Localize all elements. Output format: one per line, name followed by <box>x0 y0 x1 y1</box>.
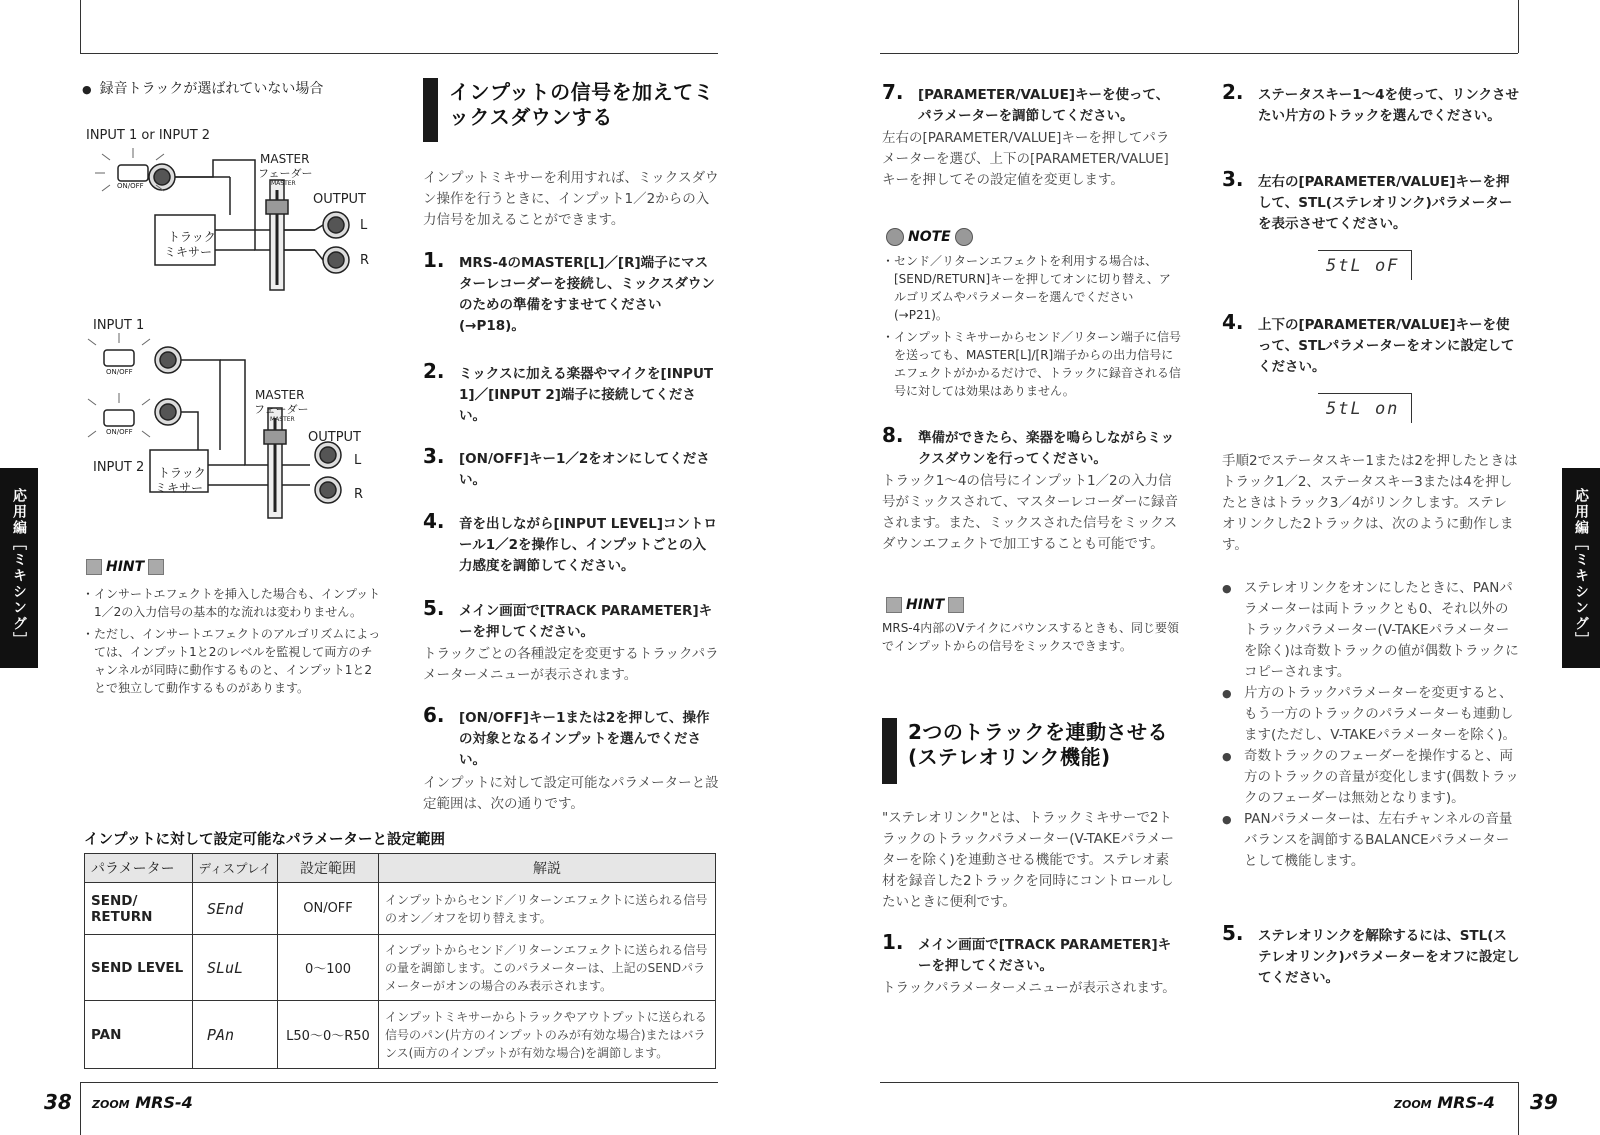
page-number-right: 39 <box>1530 1090 1558 1114</box>
input1-label: INPUT 1 <box>93 318 145 333</box>
param-desc: インプットからセンド／リターンエフェクトに送られる信号のオン／オフを切り替えます。 <box>379 883 716 935</box>
lcd-stl-on: 5tL on <box>1318 393 1412 423</box>
step-r1: 1. メイン画面で[TRACK PARAMETER]キーを押してください。 <box>882 930 1172 974</box>
bottom-frame-right-v <box>1518 1082 1519 1135</box>
note-circle-icon <box>955 228 973 246</box>
onoff-label-1: ON/OFF <box>117 182 144 190</box>
step-r3: 3. 左右の[PARAMETER/VALUE]キーを押して、STL(ステレオリンク)パラメーターを表示させてください。 <box>1222 167 1513 232</box>
hint-label-left: HINT <box>86 558 164 576</box>
output-label-1: OUTPUT <box>313 192 366 207</box>
stereo-link-explanation: 手順2でステータスキー1または2を押したときはトラック1／2、ステータスキー3または4を押したときはトラック3／4がリンクします。ステレオリンクした2トラックは、次のように動作します。 <box>1222 453 1518 553</box>
l-label-1: L <box>360 218 368 233</box>
footer-brand-left: ZOOM MRS-4 <box>92 1093 193 1112</box>
step-7-body: 左右の[PARAMETER/VALUE]キーを押してパラメーターを選び、上下の[PARAMETER/VALUE]キーを押してその設定値を変更します。 <box>882 130 1170 188</box>
param-display: SEnd <box>193 883 278 935</box>
step-8: 8. 準備ができたら、楽器を鳴らしながらミックスダウンを行ってください。 <box>882 423 1175 467</box>
hint-list-left <box>82 585 382 701</box>
bullet-item: ● ステレオリンクをオンにしたときに、PANパラメーターは両トラックとも0、それ以外のトラックパラメーター(V-TAKEパラメーターを除く)は奇数トラックの値が偶数トラックにコピーされます。 <box>1222 578 1520 683</box>
top-frame-left-h <box>80 53 718 54</box>
note-list <box>882 252 1182 404</box>
bullet-item: ● 片方のトラックパラメーターを変更すると、もう一方のトラックのパラメーターも連動します(ただし、V-TAKEパラメーターを除く)。 <box>1222 683 1520 746</box>
hint-square-icon <box>886 597 902 613</box>
step-3: 3. [ON/OFF]キー1／2をオンにしてください。 <box>423 444 710 488</box>
master-label-1: MASTER <box>260 152 310 166</box>
param-range: 0〜100 <box>278 935 379 1001</box>
section-intro-right: "ステレオリンク"とは、トラックミキサーで2トラックのトラックパラメーター(V-TAKEパラメーターを除く)を連動させる機能です。ステレオ素材を録音した2トラックを同時にコントロールしたいときに便利です。 <box>882 810 1174 910</box>
param-desc: インプットからセンド／リターンエフェクトに送られる信号の量を調節します。このパラメーターは、上記のSENDパラメーターがオンの場合のみ表示されます。 <box>379 935 716 1001</box>
note-label: NOTE <box>886 228 973 246</box>
note-item: ・インプットミキサーからセンド／リターン端子に信号を送っても、MASTER[L]/[R]端子からの出力信号にエフェクトがかかるだけで、トラックに録音される信号に対しては効果はありません。 <box>882 330 1181 398</box>
r-label-2: R <box>354 487 364 502</box>
table-header-row <box>85 854 716 883</box>
param-name: SEND/ RETURN <box>85 883 193 935</box>
l-label-2: L <box>354 453 362 468</box>
col-header-display: ディスプレイ <box>193 854 278 883</box>
side-tab-left: 応用編［ミキシング］ <box>0 468 38 668</box>
step-r5: 5. ステレオリンクを解除するには、STL(ステレオリンク)パラメーターをオフに設定してください。 <box>1222 921 1520 986</box>
table-row <box>85 883 716 935</box>
step-2: 2. ミックスに加える楽器やマイクを[INPUT 1]／[INPUT 2]端子に接続してください。 <box>423 359 714 424</box>
col-header-range: 設定範囲 <box>278 854 379 883</box>
section-title-right: 2つのトラックを連動させる (ステレオリンク機能) <box>908 720 1169 769</box>
hint-square-icon <box>148 559 164 575</box>
side-tab-right: 応用編［ミキシング］ <box>1562 468 1600 668</box>
lcd-stl-off: 5tL oF <box>1318 250 1412 280</box>
col-header-param: パラメーター <box>85 854 193 883</box>
param-display: SLuL <box>193 935 278 1001</box>
r-label-1: R <box>360 253 370 268</box>
hint-square-icon <box>86 559 102 575</box>
step-4: 4. 音を出しながら[INPUT LEVEL]コントロール1／2を操作し、インプットごとの入力感度を調節してください。 <box>423 509 718 574</box>
step-6: 6. [ON/OFF]キー1または2を押して、操作の対象となるインプットを選んでください。 <box>423 703 710 768</box>
step-r2: 2. ステータスキー1〜4を使って、リンクさせたい片方のトラックを選んでください。 <box>1222 80 1519 124</box>
param-range: L50〜0〜R50 <box>278 1001 379 1069</box>
table-title: インプットに対して設定可能なパラメーターと設定範囲 <box>84 832 446 848</box>
footer-brand-right: ZOOM MRS-4 <box>1394 1093 1495 1112</box>
step-8-body: トラック1〜4の信号にインプット1／2の入力信号がミックスされて、マスターレコーダーに録音されます。また、ミックスされた信号をミックスダウンエフェクトで加工することも可能です。 <box>882 473 1179 552</box>
input12-label: INPUT 1 or INPUT 2 <box>86 128 211 143</box>
track-mixer-1a: トラック <box>168 230 216 244</box>
step-r4: 4. 上下の[PARAMETER/VALUE]キーを使って、STLパラメーターをオンに設定してください。 <box>1222 310 1515 375</box>
page-number-left: 38 <box>44 1090 72 1114</box>
param-range: ON/OFF <box>278 883 379 935</box>
fader-label-2: フェーダー <box>254 403 309 416</box>
hint-label-right: HINT <box>886 596 964 614</box>
section-bar-left <box>423 78 438 142</box>
track-mixer-1b: ミキサー <box>164 245 213 259</box>
hint-square-icon <box>948 597 964 613</box>
top-frame-left-v <box>80 0 81 53</box>
col-header-desc: 解説 <box>379 854 716 883</box>
bottom-frame-left-v <box>80 1082 81 1135</box>
track-mixer-2b: ミキサー <box>155 481 204 495</box>
table-row <box>85 935 716 1001</box>
param-desc: インプットミキサーからトラックやアウトプットに送られる信号のパン(片方のインプットのみが有効な場合)またはバランス(両方のインプットが有効な場合)を調節します。 <box>379 1001 716 1069</box>
param-name: SEND LEVEL <box>85 935 193 1001</box>
master-small-2: MASTER <box>270 416 295 423</box>
bullet-heading: ● 録音トラックが選ばれていない場合 <box>82 81 324 97</box>
step-r1-body: トラックパラメーターメニューが表示されます。 <box>882 980 1176 996</box>
step-6-body: インプットに対して設定可能なパラメーターと設定範囲は、次の通りです。 <box>423 775 719 812</box>
hint-text-right: MRS-4内部のVテイクにバウンスするときも、同じ要領でインプットからの信号をミックスできます。 <box>882 621 1180 653</box>
input2-label: INPUT 2 <box>93 460 145 475</box>
top-frame-right-v <box>1518 0 1519 53</box>
fader-label-1: フェーダー <box>258 167 313 180</box>
output-label-2: OUTPUT <box>308 430 361 445</box>
master-small-1: MASTER <box>271 180 296 187</box>
note-item: ・センド／リターンエフェクトを利用する場合は、[SEND/RETURN]キーを押してオンに切り替え、アルゴリズムやパラメーターを選んでください(→P21)。 <box>882 254 1171 322</box>
stereo-link-bullets <box>1222 578 1520 872</box>
step-1: 1. MRS-4のMASTER[L]／[R]端子にマスターレコーダーを接続し、ミックスダウンのための準備をすませてください(→P18)。 <box>423 248 715 334</box>
track-mixer-2a: トラック <box>158 466 206 480</box>
step-7: 7. [PARAMETER/VALUE]キーを使って、パラメーターを調節してください。 <box>882 80 1170 124</box>
bullet-item: ● 奇数トラックのフェーダーを操作すると、両方のトラックの音量が変化します(偶数トラックのフェーダーは無効となります)。 <box>1222 746 1520 809</box>
onoff-label-2: ON/OFF <box>106 368 133 376</box>
master-label-2: MASTER <box>255 388 305 402</box>
onoff-label-3: ON/OFF <box>106 428 133 436</box>
param-name: PAN <box>85 1001 193 1069</box>
bottom-frame-left-h <box>80 1082 718 1083</box>
hint-item: ・ただし、インサートエフェクトのアルゴリズムによっては、インプット1と2のレベルを監視して両方のチャンネルが同時に動作するものと、インプット1と2とで独立して動作するものがあります。 <box>82 627 381 695</box>
section-intro-left: インプットミキサーを利用すれば、ミックスダウン操作を行うときに、インプット1／2からの入力信号を加えることができます。 <box>423 170 719 228</box>
parameter-table <box>84 853 716 1069</box>
step-5-body: トラックごとの各種設定を変更するトラックパラメーターメニューが表示されます。 <box>423 646 719 683</box>
note-circle-icon <box>886 228 904 246</box>
hint-item: ・インサートエフェクトを挿入した場合も、インプット1／2の入力信号の基本的な流れは変わりません。 <box>82 587 381 619</box>
section-bar-right <box>882 718 897 784</box>
step-5: 5. メイン画面で[TRACK PARAMETER]キーを押してください。 <box>423 596 713 640</box>
bullet-item: ● PANパラメーターは、左右チャンネルの音量バランスを調節するBALANCEパラメーターとして機能します。 <box>1222 809 1520 872</box>
table-row <box>85 1001 716 1069</box>
param-display: PAn <box>193 1001 278 1069</box>
section-title-left: インプットの信号を加えてミ ックスダウンする <box>449 80 715 129</box>
bottom-frame-right-h <box>880 1082 1518 1083</box>
top-frame-right-h <box>880 53 1518 54</box>
